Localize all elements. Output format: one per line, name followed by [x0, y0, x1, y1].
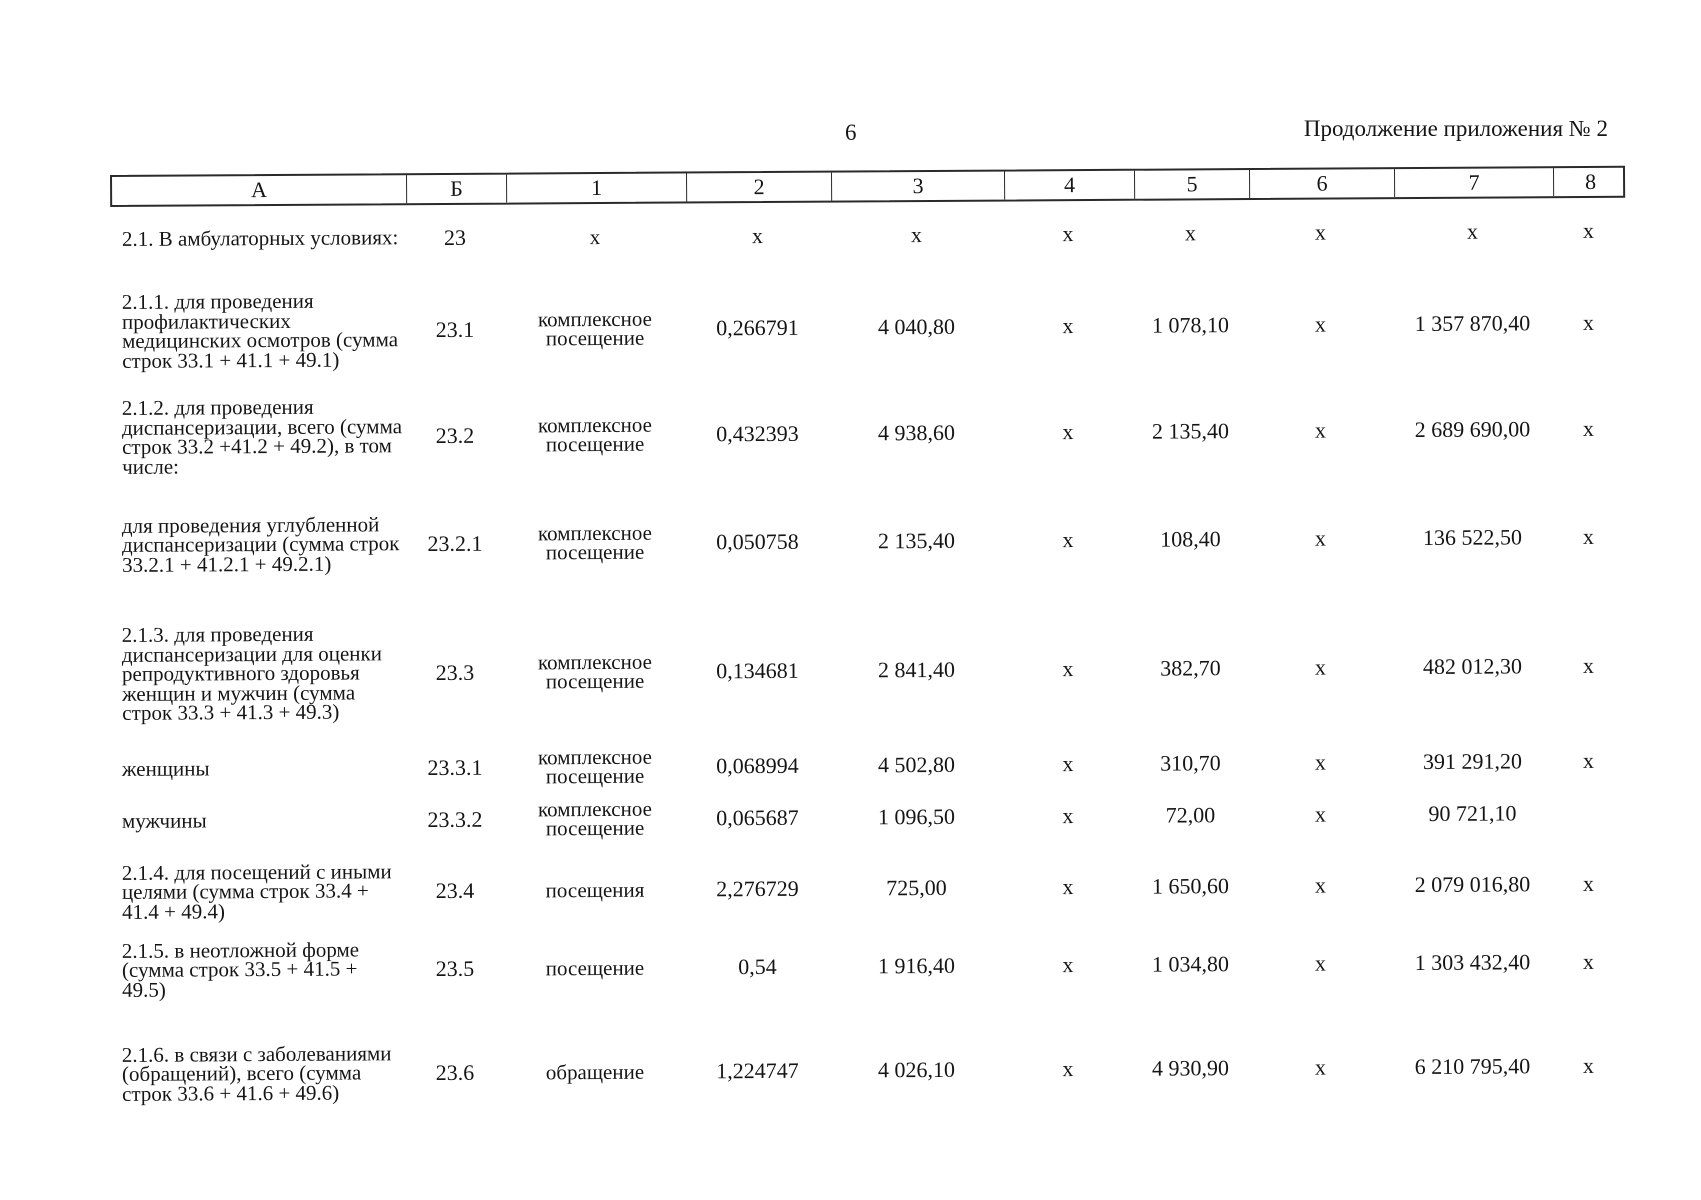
row-value-5: 108,40: [1160, 526, 1221, 552]
row-value-4: x: [1062, 1056, 1074, 1082]
row-label: 2.1.4. для посещений с иными целями (сумма строк 33.4 + 41.4 + 49.4): [121, 859, 392, 924]
row-value-6: x: [1314, 749, 1327, 775]
row-value-5: 72,00: [1165, 802, 1216, 828]
row-value-2: 2,276729: [716, 875, 799, 902]
column-header-8: 8: [1584, 168, 1597, 194]
row-unit: обращение: [545, 1059, 645, 1084]
row-value-3: 4 502,80: [877, 751, 956, 778]
row-value-7: 2 689 690,00: [1414, 416, 1531, 443]
row-unit: комплексное посещение: [537, 306, 652, 351]
row-value-7: 1 357 870,40: [1414, 310, 1531, 337]
column-header-a: А: [112, 175, 407, 205]
row-value-7: 136 522,50: [1422, 524, 1523, 550]
row-value-7: 391 291,20: [1422, 748, 1523, 774]
row-label: 2.1.2. для проведения диспансеризации, всего (сумма строк 33.2 +41.2 + 49.2), в том числе:: [121, 394, 403, 479]
row-value-5: 1 078,10: [1151, 312, 1230, 338]
row-unit: комплексное посещение: [537, 412, 652, 457]
row-value-6: x: [1314, 219, 1327, 245]
row-label: женщины: [121, 756, 210, 782]
row-value-7: 482 012,30: [1422, 653, 1523, 679]
row-value-8: x: [1582, 747, 1595, 774]
row-value-5: 310,70: [1160, 750, 1221, 776]
row-value-8: x: [1582, 948, 1595, 975]
row-value-2: 0,050758: [716, 528, 799, 555]
row-value-5: 4 930,90: [1151, 1055, 1230, 1081]
row-code: 23.6: [435, 1059, 475, 1086]
row-value-2: 0,134681: [716, 657, 799, 684]
column-header-4: 4: [1005, 171, 1135, 200]
appendix-caption: Продолжение приложения № 2: [1303, 116, 1608, 141]
column-header-1: 1: [507, 173, 687, 202]
row-code: 23.5: [435, 955, 475, 982]
row-value-4: x: [1062, 656, 1074, 682]
row-value-5: x: [1184, 220, 1197, 246]
row-code: 23.2: [435, 422, 475, 449]
row-unit: комплексное посещение: [537, 649, 652, 694]
row-value-6: x: [1314, 311, 1327, 337]
row-value-6: x: [1314, 801, 1327, 827]
row-unit: x: [589, 224, 601, 249]
row-value-8: x: [1582, 217, 1595, 244]
row-value-5: 1 650,60: [1151, 873, 1230, 899]
row-value-6: x: [1314, 417, 1327, 443]
table-row: [110, 853, 1625, 924]
row-value-8: x: [1582, 652, 1595, 679]
row-value-8: x: [1582, 523, 1595, 550]
column-header-7: 7: [1395, 168, 1554, 197]
row-value-6: x: [1314, 872, 1327, 898]
row-value-8: x: [1582, 870, 1595, 897]
row-label: 2.1.3. для проведения диспансеризации для оценки репродуктивного здоровья женщин и мужчин (сумма строк 33.3 + 41.3 + 49.3): [121, 622, 383, 726]
row-code: 23.3: [435, 659, 475, 686]
row-unit: комплексное посещение: [537, 744, 652, 789]
row-value-7: 90 721,10: [1428, 800, 1517, 826]
row-unit: комплексное посещение: [537, 520, 652, 565]
column-header-b: Б: [407, 175, 507, 204]
row-value-2: 0,432393: [716, 420, 799, 447]
row-code: 23.3.2: [427, 806, 483, 833]
column-header-6: 6: [1250, 169, 1395, 198]
row-value-4: x: [1062, 527, 1074, 553]
row-value-2: 1,224747: [716, 1057, 799, 1084]
table-row: [110, 389, 1625, 478]
row-label: для проведения углубленной диспансеризации (сумма строк 33.2.1 + 41.2.1 + 49.2.1): [121, 512, 400, 577]
row-value-4: x: [1062, 419, 1074, 445]
table-row: [110, 791, 1625, 844]
row-value-4: x: [1062, 952, 1074, 978]
row-value-3: 1 096,50: [877, 803, 956, 830]
row-value-4: x: [1062, 751, 1074, 777]
row-value-2: x: [751, 223, 764, 249]
row-value-5: 2 135,40: [1151, 418, 1230, 444]
row-value-3: 2 841,40: [877, 656, 956, 683]
row-label: 2.1.6. в связи с заболеваниями (обращений), всего (сумма строк 33.6 + 41.6 + 49.6): [121, 1041, 392, 1106]
row-value-2: 0,54: [738, 953, 777, 980]
column-header-2: 2: [687, 173, 832, 202]
row-unit: комплексное посещение: [537, 796, 652, 841]
row-code: 23.4: [435, 877, 475, 904]
row-value-6: x: [1314, 525, 1327, 551]
row-unit: посещение: [545, 955, 645, 980]
table-row: [110, 931, 1625, 1002]
row-code: 23: [443, 224, 467, 250]
row-value-6: x: [1314, 654, 1327, 680]
row-label: мужчины: [121, 808, 207, 834]
row-value-6: x: [1314, 950, 1327, 976]
row-value-4: x: [1062, 221, 1074, 247]
row-label: 2.1.5. в неотложной форме (сумма строк 33.5 + 41.5 + 49.5): [121, 937, 360, 1002]
row-value-7: 1 303 432,40: [1414, 949, 1531, 976]
row-value-5: 382,70: [1160, 655, 1221, 681]
table-row: [110, 211, 1625, 260]
row-value-3: 4 938,60: [877, 419, 956, 446]
row-code: 23.2.1: [427, 530, 483, 557]
row-code: 23.1: [435, 316, 475, 343]
row-value-8: x: [1582, 309, 1595, 336]
row-value-2: 0,266791: [716, 314, 799, 341]
column-header-5: 5: [1135, 170, 1250, 199]
row-value-3: 4 040,80: [877, 313, 956, 340]
row-value-3: 725,00: [886, 874, 947, 901]
table-row: [110, 1016, 1626, 1125]
row-value-4: x: [1062, 803, 1074, 829]
row-label: 2.1. В амбулаторных условиях:: [121, 225, 399, 252]
row-value-4: x: [1062, 313, 1074, 339]
table-row: [110, 273, 1626, 382]
table-row: [110, 606, 1626, 735]
row-value-8: x: [1582, 1052, 1595, 1079]
row-value-3: 1 916,40: [877, 952, 956, 979]
row-value-4: x: [1062, 874, 1074, 900]
row-unit: посещения: [545, 877, 645, 902]
column-header-3: 3: [832, 172, 1005, 201]
row-value-3: 2 135,40: [877, 527, 956, 554]
page-number: 6: [845, 120, 857, 145]
row-value-6: x: [1314, 1054, 1327, 1080]
row-value-2: 0,068994: [716, 752, 799, 779]
row-value-3: x: [910, 222, 923, 248]
row-label: 2.1.1. для проведения профилактических медицинских осмотров (сумма строк 33.1 + 41.1 + 49.1): [121, 288, 399, 373]
row-value-8: x: [1582, 415, 1595, 442]
table-row: [110, 739, 1625, 792]
row-value-7: x: [1466, 218, 1479, 244]
row-code: 23.3.1: [427, 754, 483, 781]
row-value-7: 2 079 016,80: [1414, 871, 1531, 898]
row-value-2: 0,065687: [716, 804, 799, 831]
table-row: [110, 487, 1626, 596]
row-value-5: 1 034,80: [1151, 951, 1230, 977]
row-value-3: 4 026,10: [877, 1056, 956, 1083]
table-header: [110, 166, 1625, 207]
row-value-7: 6 210 795,40: [1414, 1053, 1531, 1080]
